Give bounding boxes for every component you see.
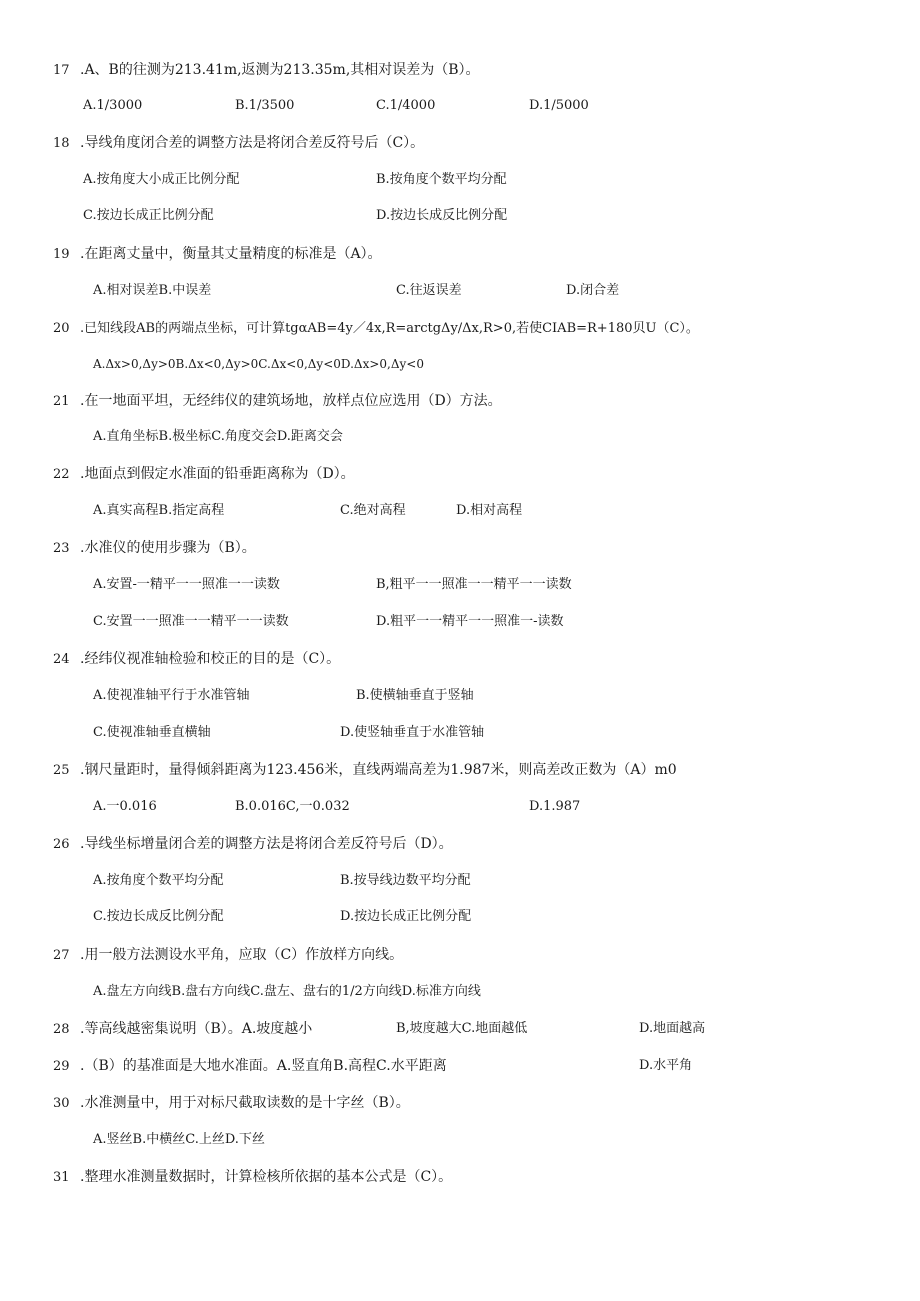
option-c: C.绝对高程 bbox=[340, 503, 406, 518]
option-d: D.使竖轴垂直于水准管轴 bbox=[340, 725, 485, 740]
question-text: .A、B的往测为213.41m,返测为213.35m,其相对误差为（B）。 bbox=[80, 62, 480, 78]
question-text: .水准仪的使用步骤为（B）。 bbox=[80, 540, 256, 556]
question-number: 29 bbox=[53, 1059, 70, 1074]
option-d: D.按边长成正比例分配 bbox=[340, 909, 472, 924]
option-d: D.粗平一一精平一一照准一-读数 bbox=[376, 614, 564, 629]
option-c: C.按边长成反比例分配 bbox=[93, 909, 224, 924]
question-number: 27 bbox=[53, 948, 70, 963]
option-bc: B.0.016C,一0.032 bbox=[235, 799, 350, 814]
question-31 bbox=[53, 1167, 452, 1188]
question-text: .钢尺量距时，量得倾斜距离为123.456米，直线两端高差为1.987米，则高差改正数为（A）m0 bbox=[80, 762, 677, 778]
option-c: C.1/4000 bbox=[376, 98, 436, 113]
option-b: B,粗平一一照准一一精平一一读数 bbox=[376, 577, 572, 592]
question-21 bbox=[53, 391, 502, 412]
question-text: .导线角度闭合差的调整方法是将闭合差反符号后（C）。 bbox=[80, 135, 425, 151]
question-number: 23 bbox=[53, 541, 70, 556]
question-29 bbox=[53, 1056, 447, 1077]
question-text: .整理水准测量数据时，计算检核所依据的基本公式是（C）。 bbox=[80, 1169, 453, 1185]
question-18 bbox=[53, 133, 424, 154]
option-a: A.使视准轴平行于水准管轴 bbox=[93, 688, 250, 703]
question-text: .水准测量中，用于对标尺截取读数的是十字丝（B）。 bbox=[80, 1095, 410, 1111]
option-a: A.安置-一精平一一照准一一读数 bbox=[93, 577, 280, 592]
option-bc: B,坡度越大C.地面越低 bbox=[396, 1021, 528, 1036]
question-number: 20 bbox=[53, 321, 70, 336]
question-19 bbox=[53, 244, 382, 265]
option-b: B.1/3500 bbox=[235, 98, 295, 113]
option-d: D.相对高程 bbox=[456, 503, 523, 518]
question-number: 24 bbox=[53, 652, 70, 667]
option-c: C.安置一一照准一一精平一一读数 bbox=[93, 614, 289, 629]
question-text: .地面点到假定水准面的铅垂距离称为（D）。 bbox=[80, 466, 355, 482]
question-number: 22 bbox=[53, 467, 70, 482]
question-text: .用一般方法测设水平角，应取（C）作放样方向线。 bbox=[80, 947, 404, 963]
question-number: 18 bbox=[53, 136, 70, 151]
question-28 bbox=[53, 1019, 312, 1040]
option-b: B.按导线边数平均分配 bbox=[340, 873, 471, 888]
question-number: 17 bbox=[53, 63, 70, 78]
option-all: A.盘左方向线B.盘右方向线C.盘左、盘右的1/2方向线D.标准方向线 bbox=[93, 984, 481, 999]
question-30 bbox=[53, 1093, 410, 1114]
question-22 bbox=[53, 464, 355, 485]
question-number: 19 bbox=[53, 247, 70, 262]
option-c: C.按边长成正比例分配 bbox=[83, 208, 214, 223]
question-23 bbox=[53, 538, 256, 559]
question-24 bbox=[53, 649, 340, 670]
option-a: A.一0.016 bbox=[93, 799, 157, 814]
question-26 bbox=[53, 834, 453, 855]
question-25 bbox=[53, 760, 677, 781]
question-number: 31 bbox=[53, 1170, 70, 1185]
option-d: D.地面越高 bbox=[639, 1021, 706, 1036]
option-d: D.1.987 bbox=[529, 799, 581, 814]
question-text: .（B）的基准面是大地水准面。A.竖直角B.高程C.水平距离 bbox=[80, 1058, 447, 1074]
option-ab: A.真实高程B.指定高程 bbox=[93, 503, 225, 518]
question-number: 28 bbox=[53, 1022, 70, 1037]
option-d: D.闭合差 bbox=[566, 283, 620, 298]
option-all: A.直角坐标B.极坐标C.角度交会D.距离交会 bbox=[93, 429, 343, 444]
option-all: A.Δx>0,Δy>0B.Δx<0,Δy>0C.Δx<0,Δy<0D.Δx>0,Δy<0 bbox=[93, 357, 424, 371]
option-b: B.使横轴垂直于竖轴 bbox=[356, 688, 474, 703]
option-d: D.按边长成反比例分配 bbox=[376, 208, 508, 223]
question-number: 21 bbox=[53, 394, 70, 409]
question-27 bbox=[53, 945, 403, 966]
question-number: 25 bbox=[53, 763, 70, 778]
question-text: .经纬仪视准轴检验和校正的目的是（C）。 bbox=[80, 651, 341, 667]
option-c: C.往返误差 bbox=[396, 283, 462, 298]
question-text: .导线坐标增量闭合差的调整方法是将闭合差反符号后（D）。 bbox=[80, 836, 453, 852]
question-number: 26 bbox=[53, 837, 70, 852]
question-text: .在一地面平坦，无经纬仪的建筑场地，放样点位应选用（D）方法。 bbox=[80, 393, 502, 409]
option-all: A.竖丝B.中横丝C.上丝D.下丝 bbox=[93, 1132, 265, 1147]
question-17 bbox=[53, 60, 480, 81]
option-a: A.1/3000 bbox=[83, 98, 143, 113]
option-ab: A.相对误差B.中误差 bbox=[93, 283, 212, 298]
option-a: A.按角度大小成正比例分配 bbox=[83, 172, 240, 187]
option-d: D.1/5000 bbox=[529, 98, 589, 113]
question-20 bbox=[53, 318, 699, 339]
question-text: .在距离丈量中，衡量其丈量精度的标准是（A）。 bbox=[80, 246, 382, 262]
option-b: B.按角度个数平均分配 bbox=[376, 172, 507, 187]
option-a: A.按角度个数平均分配 bbox=[93, 873, 224, 888]
option-c: C.使视准轴垂直横轴 bbox=[93, 725, 211, 740]
question-text: .等高线越密集说明（B）。A.坡度越小 bbox=[80, 1021, 313, 1037]
option-d: D.水平角 bbox=[639, 1058, 693, 1073]
question-number: 30 bbox=[53, 1096, 70, 1111]
question-text: .已知线段AB的两端点坐标，可计算tgαAB=4y／4x,R=arctgΔy/Δx,R>0,若使CIAB=R+180贝U（C）。 bbox=[80, 321, 699, 336]
